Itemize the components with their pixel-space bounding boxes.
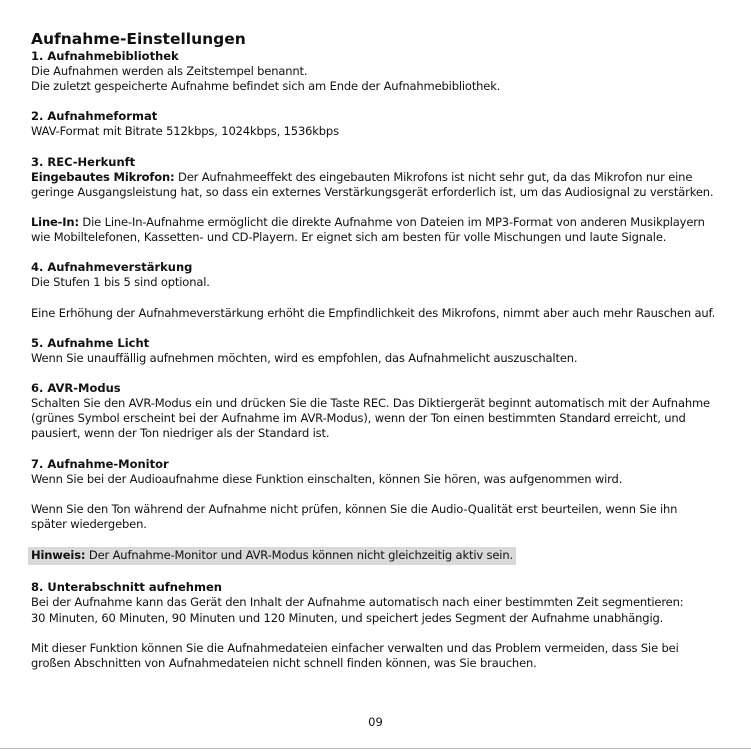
note-line (31, 547, 721, 565)
section-recording-monitor (31, 457, 721, 566)
page-number: 09 (368, 715, 383, 729)
paragraph-line: großen Abschnitten von Aufnahmedateien nicht schnell finden können, was Sie brauchen. (31, 656, 537, 671)
section-recording-light (31, 336, 721, 366)
term-label: Eingebautes Mikrofon: (31, 169, 175, 184)
paragraph-line: WAV-Format mit Bitrate 512kbps, 1024kbps, 1536kbps (31, 124, 339, 139)
section-heading: 7. Aufnahme-Monitor (31, 456, 169, 471)
paragraph-line: wie Mobiltelefonen, Kassetten- und CD-Playern. Er eignet sich am besten für volle Mischungen und laute Signale. (31, 230, 667, 245)
section-recording-library (31, 49, 721, 94)
paragraph-line: Die zuletzt gespeicherte Aufnahme befindet sich am Ende der Aufnahmebibliothek. (31, 79, 501, 94)
bottom-divider (0, 748, 751, 749)
term-text: Die Line-In-Aufnahme ermöglicht die direkte Aufnahme von Dateien im MP3-Format von anderen Musikplayern (78, 215, 705, 230)
section-avr-mode (31, 381, 721, 442)
paragraph-line (31, 170, 721, 185)
section-heading: 4. Aufnahmeverstärkung (31, 260, 193, 275)
paragraph-line: Mit dieser Funktion können Sie die Aufnahmedateien einfacher verwalten und das Problem vermeiden, dass Sie bei (31, 640, 679, 655)
term-label: Line-In: (31, 215, 79, 230)
paragraph-line: Die Aufnahmen werden als Zeitstempel benannt. (31, 64, 308, 78)
section-heading: 6. AVR-Modus (31, 381, 121, 396)
section-recording-subsection (31, 580, 721, 671)
page-title: Aufnahme-Einstellungen (31, 30, 246, 48)
section-rec-source (31, 155, 721, 246)
paragraph-line: Die Stufen 1 bis 5 sind optional. (31, 275, 210, 290)
manual-page (31, 30, 721, 671)
section-recording-format (31, 109, 721, 139)
paragraph-line: geringe Ausgangsleistung hat, so dass ein externes Verstärkungsgerät erforderlich ist, um das Audiosignal zu verstärken. (31, 184, 714, 199)
term-text: Der Aufnahmeeffekt des eingebauten Mikrofons ist nicht sehr gut, da das Mikrofon nur eine (174, 169, 693, 184)
section-heading: 3. REC-Herkunft (31, 154, 136, 169)
section-heading: 5. Aufnahme Licht (31, 335, 150, 350)
note-text: Der Aufnahme-Monitor und AVR-Modus können nicht gleichzeitig aktiv sein. (85, 548, 513, 563)
paragraph-line: (grünes Symbol erscheint bei der Aufnahme im AVR-Modus), wenn der Ton einen bestimmten Standard erreicht, und (31, 411, 686, 426)
note-box (28, 547, 516, 565)
section-heading: 8. Unterabschnitt aufnehmen (31, 580, 222, 595)
paragraph-line: Bei der Aufnahme kann das Gerät den Inhalt der Aufnahme automatisch nach einer bestimmten Zeit segmentieren: (31, 595, 684, 610)
paragraph-line: Wenn Sie bei der Audioaufnahme diese Funktion einschalten, können Sie hören, was aufgenommen wird. (31, 471, 623, 486)
note-label: Hinweis: (31, 548, 86, 563)
section-heading: 1. Aufnahmebibliothek (31, 49, 179, 63)
paragraph-line: später wiedergeben. (31, 517, 147, 532)
paragraph-line: Eine Erhöhung der Aufnahmeverstärkung erhöht die Empfindlichkeit des Mikrofons, nimmt aber auch mehr Rauschen auf. (31, 305, 716, 320)
paragraph-line: 30 Minuten, 60 Minuten, 90 Minuten und 120 Minuten, und speichert jedes Segment der Aufnahme unabhängig. (31, 610, 664, 625)
paragraph-line: pausiert, wenn der Ton niedriger als der Standard ist. (31, 426, 330, 441)
paragraph-line (31, 215, 721, 230)
paragraph-line: Wenn Sie unauffällig aufnehmen möchten, wird es empfohlen, das Aufnahmelicht auszuschalten. (31, 350, 578, 365)
section-heading: 2. Aufnahmeformat (31, 109, 158, 124)
paragraph-line: Schalten Sie den AVR-Modus ein und drücken Sie die Taste REC. Das Diktiergerät beginnt automatisch mit der Aufnahme (31, 396, 710, 411)
section-recording-gain (31, 260, 721, 320)
paragraph-line: Wenn Sie den Ton während der Aufnahme nicht prüfen, können Sie die Audio-Qualität erst beurteilen, wenn Sie ihn (31, 501, 678, 516)
